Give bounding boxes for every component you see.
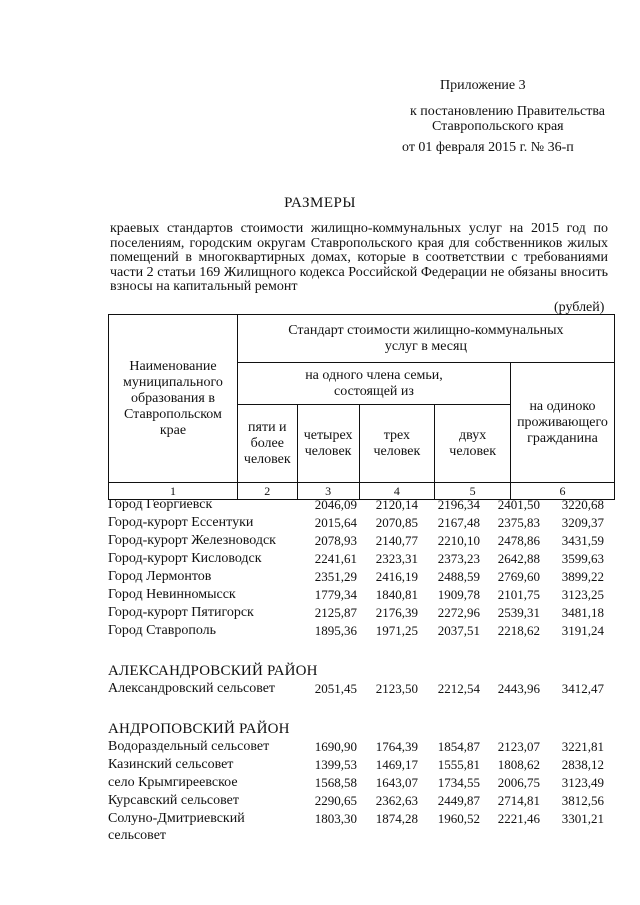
row-value: 2101,75: [497, 587, 540, 602]
row-value: 2478,86: [497, 533, 540, 548]
row-value: 3221,81: [561, 739, 604, 754]
col-number-6: 6: [511, 483, 615, 500]
row-value: 3209,37: [561, 515, 604, 530]
row-value: 2488,59: [437, 569, 480, 584]
region-title: АНДРОПОВСКИЙ РАЙОН: [108, 721, 290, 737]
table-row: [108, 756, 608, 774]
row-value: 2123,07: [497, 739, 540, 754]
row-value: 1734,55: [437, 775, 480, 790]
row-name: Город Ставрополь: [108, 623, 217, 638]
row-name: Город-курорт Железноводск: [108, 533, 276, 548]
row-value: 1568,58: [314, 775, 357, 790]
region-row: [108, 650, 608, 680]
table-row: [108, 586, 608, 604]
row-value: 2323,31: [375, 551, 418, 566]
table-row: [108, 680, 608, 698]
decree-line-3: от 01 февраля 2015 г. № 36-п: [402, 140, 574, 155]
row-value: 2272,96: [437, 605, 480, 620]
row-value: 3123,25: [561, 587, 604, 602]
row-value: 3412,47: [561, 681, 604, 696]
row-name: Город Лермонтов: [108, 569, 212, 584]
row-name: Город-курорт Ессентуки: [108, 515, 254, 530]
row-value: 2351,29: [314, 569, 357, 584]
row-value: 2290,65: [314, 793, 357, 808]
row-name: Курсавский сельсовет: [108, 793, 239, 808]
row-value: 1764,39: [375, 739, 418, 754]
row-value: 1808,62: [497, 757, 540, 772]
decree-line-1: к постановлению Правительства: [409, 104, 605, 119]
row-value: 2006,75: [497, 775, 540, 790]
row-value: 2140,77: [375, 533, 418, 548]
row-value: 1469,17: [375, 757, 418, 772]
row-name: Водораздельный сельсовет: [108, 739, 270, 754]
region-title: АЛЕКСАНДРОВСКИЙ РАЙОН: [108, 663, 318, 679]
row-value: 1643,07: [375, 775, 418, 790]
row-value: 3431,59: [561, 533, 604, 548]
row-value: 3899,22: [561, 569, 604, 584]
header-per-member: на одного члена семьи, состоящей из: [237, 363, 510, 405]
row-value: 3481,18: [561, 605, 604, 620]
row-value: 1399,53: [314, 757, 357, 772]
row-value: 1690,90: [314, 739, 357, 754]
row-value: 2210,10: [437, 533, 480, 548]
row-value: 2416,19: [375, 569, 418, 584]
unit-label: (рублей): [554, 300, 605, 315]
row-name: Солуно-Дмитриевский сельсовет: [108, 811, 245, 843]
row-value: 2642,88: [497, 551, 540, 566]
row-name: Город-курорт Пятигорск: [108, 605, 254, 620]
row-value: 2769,60: [497, 569, 540, 584]
appendix-label: Приложение 3: [440, 78, 526, 93]
row-value: 3301,21: [561, 811, 604, 826]
header-two: двух человек: [435, 405, 511, 483]
row-value: 1840,81: [375, 587, 418, 602]
row-value: 2443,96: [497, 681, 540, 696]
row-name: Город Георгиевск: [108, 497, 213, 512]
document-subtitle: краевых стандартов стоимости жилищно-коммунальных услуг на 2015 год по поселениям, городским округам Ставропольского края для собственников жилых помещений в многоквартирных домах, которые в соответствии с требованиями части 2 статьи 169 Жилищного кодекса Российской Федерации не обязаны вносить взносы на капитальный ремонт: [110, 221, 608, 294]
row-value: 2015,64: [314, 515, 357, 530]
row-value: 2218,62: [497, 623, 540, 638]
row-value: 2125,87: [314, 605, 357, 620]
col-number-4: 4: [359, 483, 435, 500]
header-five-plus: пяти и более человек: [237, 405, 297, 483]
row-value: 1960,52: [437, 811, 480, 826]
table-row: [108, 810, 608, 844]
spacer-row: [108, 640, 608, 650]
header-standard: Стандарт стоимости жилищно-коммунальных услуг в месяц: [237, 315, 614, 363]
row-value: 2123,50: [375, 681, 418, 696]
row-value: 3812,56: [561, 793, 604, 808]
row-value: 2401,50: [497, 497, 540, 512]
row-value: 1803,30: [314, 811, 357, 826]
row-value: 1909,78: [437, 587, 480, 602]
header-three: трех человек: [359, 405, 435, 483]
header-single: на одиноко проживающего гражданина: [511, 363, 615, 483]
row-name: Казинский сельсовет: [108, 757, 234, 772]
row-value: 2375,83: [497, 515, 540, 530]
col-number-1: 1: [109, 483, 238, 500]
row-value: 2449,87: [437, 793, 480, 808]
row-value: 2037,51: [437, 623, 480, 638]
row-value: 2212,54: [437, 681, 480, 696]
table-row: [108, 514, 608, 532]
table-row: [108, 622, 608, 640]
row-value: 2176,39: [375, 605, 418, 620]
row-value: 2070,85: [375, 515, 418, 530]
table-row: [108, 496, 608, 514]
row-value: 2714,81: [497, 793, 540, 808]
row-value: 1971,25: [375, 623, 418, 638]
row-value: 1555,81: [437, 757, 480, 772]
table-row: [108, 774, 608, 792]
row-value: 2221,46: [497, 811, 540, 826]
row-value: 2373,23: [437, 551, 480, 566]
row-value: 3599,63: [561, 551, 604, 566]
row-value: 1854,87: [437, 739, 480, 754]
header-col-name: Наименование муниципального образования в Ставропольском крае: [109, 315, 238, 483]
table-row: [108, 568, 608, 586]
document-title: РАЗМЕРЫ: [284, 195, 356, 211]
table-row: [108, 604, 608, 622]
row-name: Город-курорт Кисловодск: [108, 551, 262, 566]
data-table: [108, 496, 608, 844]
table-header: [108, 314, 615, 500]
table-row: [108, 792, 608, 810]
row-value: 2241,61: [314, 551, 357, 566]
row-value: 2051,45: [314, 681, 357, 696]
spacer-row: [108, 698, 608, 708]
row-value: 3191,24: [561, 623, 604, 638]
decree-line-2: Ставропольского края: [432, 119, 564, 134]
header-four: четырех человек: [297, 405, 359, 483]
row-value: 2120,14: [375, 497, 418, 512]
table-row: [108, 738, 608, 756]
table-row: [108, 550, 608, 568]
row-value: 1779,34: [314, 587, 357, 602]
row-value: 1895,36: [314, 623, 357, 638]
row-name: село Крымгиреевское: [108, 775, 238, 790]
row-value: 2196,34: [437, 497, 480, 512]
row-value: 2078,93: [314, 533, 357, 548]
row-value: 2046,09: [314, 497, 357, 512]
region-row: [108, 708, 608, 738]
col-number-5: 5: [435, 483, 511, 500]
row-value: 2539,31: [497, 605, 540, 620]
row-value: 2838,12: [561, 757, 604, 772]
col-number-2: 2: [237, 483, 297, 500]
row-value: 1874,28: [375, 811, 418, 826]
row-value: 2362,63: [375, 793, 418, 808]
row-value: 3123,49: [561, 775, 604, 790]
row-name: Александровский сельсовет: [108, 681, 276, 696]
row-value: 2167,48: [437, 515, 480, 530]
col-number-3: 3: [297, 483, 359, 500]
row-name: Город Невинномысск: [108, 587, 236, 602]
row-value: 3220,68: [561, 497, 604, 512]
table-row: [108, 532, 608, 550]
